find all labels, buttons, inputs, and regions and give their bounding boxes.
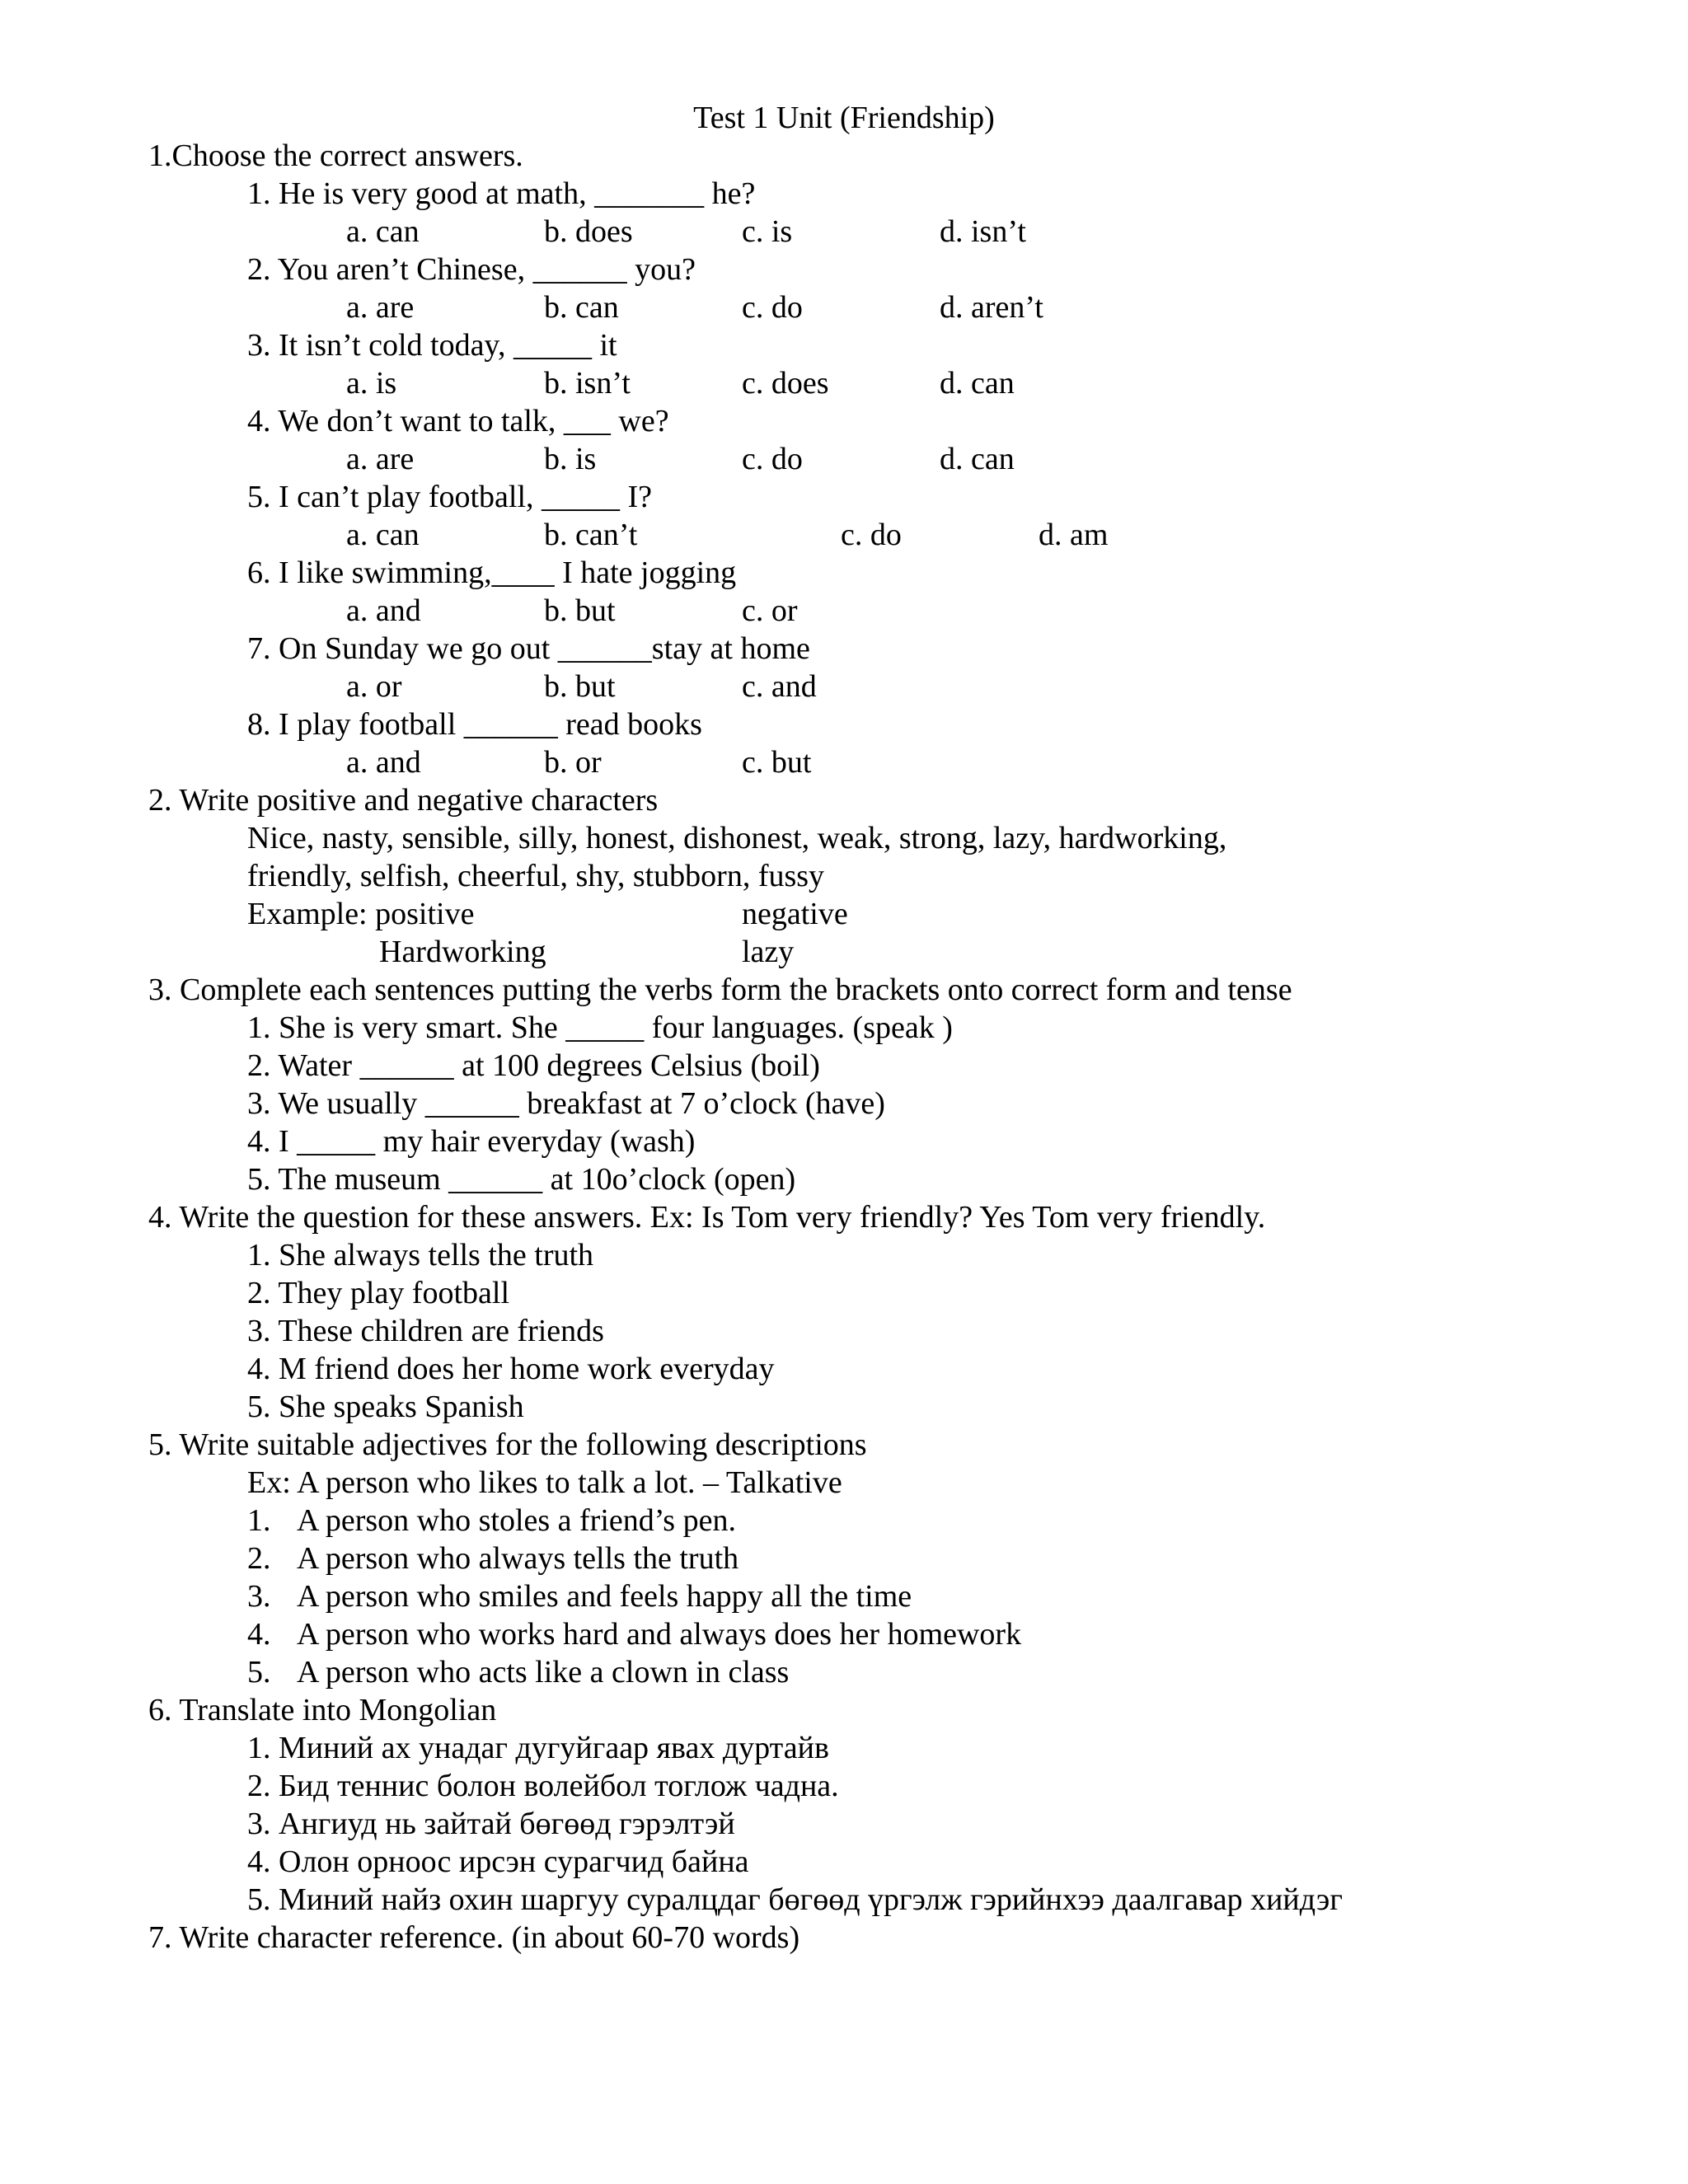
list-item [247, 1653, 789, 1691]
question-1: 1. He is very good at math, _______ he? [247, 176, 756, 211]
page-title: Test 1 Unit (Friendship) [693, 101, 995, 135]
list-item: 5. She speaks Spanish [247, 1390, 524, 1424]
item-text: A person who stoles a friend’s pen. [297, 1503, 736, 1538]
list-item: 1. Миний ах унадаг дугуйгаар явах дуртайв [247, 1731, 829, 1765]
option-c: c. but [742, 745, 812, 780]
item-number: 1. [247, 1503, 271, 1538]
option-a: a. are [346, 290, 415, 325]
item-text: A person who works hard and always does her homework [297, 1617, 1022, 1652]
option-c: c. is [742, 214, 793, 249]
item-text: A person who always tells the truth [297, 1541, 739, 1576]
question-3: 3. It isn’t cold today, _____ it [247, 328, 617, 363]
list-item: 3. These children are friends [247, 1314, 604, 1348]
option-d: d. aren’t [940, 290, 1043, 325]
word-list-line-2: friendly, selfish, cheerful, shy, stubborn, fussy [247, 859, 825, 893]
option-a: a. can [346, 518, 420, 552]
option-b: b. can [544, 290, 619, 325]
option-c: c. do [742, 290, 803, 325]
section-4-heading: 4. Write the question for these answers. Ex: Is Tom very friendly? Yes Tom very friendly. [148, 1200, 1266, 1235]
option-b: b. can’t [544, 518, 638, 552]
option-d: d. can [940, 366, 1015, 401]
option-a: a. and [346, 745, 421, 780]
section-6-heading: 6. Translate into Mongolian [148, 1693, 497, 1727]
list-item: 2. Water ______ at 100 degrees Celsius (boil) [247, 1048, 820, 1083]
list-item: 1. She is very smart. She _____ four languages. (speak ) [247, 1010, 953, 1045]
section-2-heading: 2. Write positive and negative characters [148, 783, 659, 818]
question-7: 7. On Sunday we go out ______stay at home [247, 631, 810, 666]
question-2: 2. You aren’t Chinese, ______ you? [247, 252, 696, 287]
example-negative-word: lazy [742, 935, 795, 969]
option-b: b. is [544, 442, 597, 476]
example-negative-label: negative [742, 897, 848, 931]
option-d: d. can [940, 442, 1015, 476]
option-c: c. do [841, 518, 902, 552]
example-positive-word: Hardworking [379, 935, 546, 969]
list-item: 2. Бид теннис болон волейбол тоглож чадна. [247, 1769, 839, 1803]
list-item: 5. The museum ______ at 10o’clock (open) [247, 1162, 796, 1197]
option-c: c. and [742, 669, 817, 704]
option-a: a. are [346, 442, 415, 476]
list-item: 3. Ангиуд нь зайтай бөгөөд гэрэлтэй [247, 1807, 735, 1841]
item-number: 2. [247, 1541, 271, 1576]
item-text: A person who acts like a clown in class [297, 1655, 790, 1690]
list-item: 4. I _____ my hair everyday (wash) [247, 1124, 696, 1159]
section-3-heading: 3. Complete each sentences putting the verbs form the brackets onto correct form and tense [148, 972, 1292, 1007]
list-item: 2. They play football [247, 1276, 510, 1310]
list-item [247, 1540, 738, 1577]
item-number: 4. [247, 1617, 271, 1652]
list-item: 1. She always tells the truth [247, 1238, 594, 1272]
option-b: b. but [544, 593, 616, 628]
word-list-line-1: Nice, nasty, sensible, silly, honest, dishonest, weak, strong, lazy, hardworking, [247, 821, 1227, 855]
option-b: b. does [544, 214, 633, 249]
option-d: d. am [1039, 518, 1109, 552]
question-4: 4. We don’t want to talk, ___ we? [247, 404, 669, 438]
option-a: a. or [346, 669, 402, 704]
list-item [247, 1577, 912, 1615]
option-c: c. or [742, 593, 798, 628]
option-c: c. does [742, 366, 829, 401]
section-7-heading: 7. Write character reference. (in about 60-70 words) [148, 1920, 800, 1955]
list-item: 4. Олон орноос ирсэн сурагчид байна [247, 1844, 749, 1879]
option-a: a. and [346, 593, 421, 628]
item-number: 5. [247, 1655, 271, 1690]
option-b: b. or [544, 745, 602, 780]
section-1-heading: 1.Choose the correct answers. [148, 138, 523, 173]
list-item: 3. We usually ______ breakfast at 7 o’clock (have) [247, 1086, 885, 1121]
list-item [247, 1615, 1021, 1653]
section-5-heading: 5. Write suitable adjectives for the following descriptions [148, 1427, 867, 1462]
question-8: 8. I play football ______ read books [247, 707, 702, 742]
section-5-example: Ex: A person who likes to talk a lot. – Talkative [247, 1465, 842, 1500]
option-a: a. is [346, 366, 397, 401]
option-d: d. isn’t [940, 214, 1026, 249]
question-6: 6. I like swimming,____ I hate jogging [247, 555, 737, 590]
item-text: A person who smiles and feels happy all the time [297, 1579, 912, 1614]
example-positive-label: Example: positive [247, 897, 475, 931]
list-item: 4. M friend does her home work everyday [247, 1352, 775, 1386]
option-b: b. but [544, 669, 616, 704]
option-a: a. can [346, 214, 420, 249]
question-5: 5. I can’t play football, _____ I? [247, 480, 653, 514]
option-b: b. isn’t [544, 366, 631, 401]
option-c: c. do [742, 442, 803, 476]
item-number: 3. [247, 1579, 271, 1614]
list-item [247, 1502, 736, 1540]
list-item: 5. Миний найз охин шаргуу суралцдаг бөгөөд үргэлж гэрийнхээ даалгавар хийдэг [247, 1882, 1343, 1917]
